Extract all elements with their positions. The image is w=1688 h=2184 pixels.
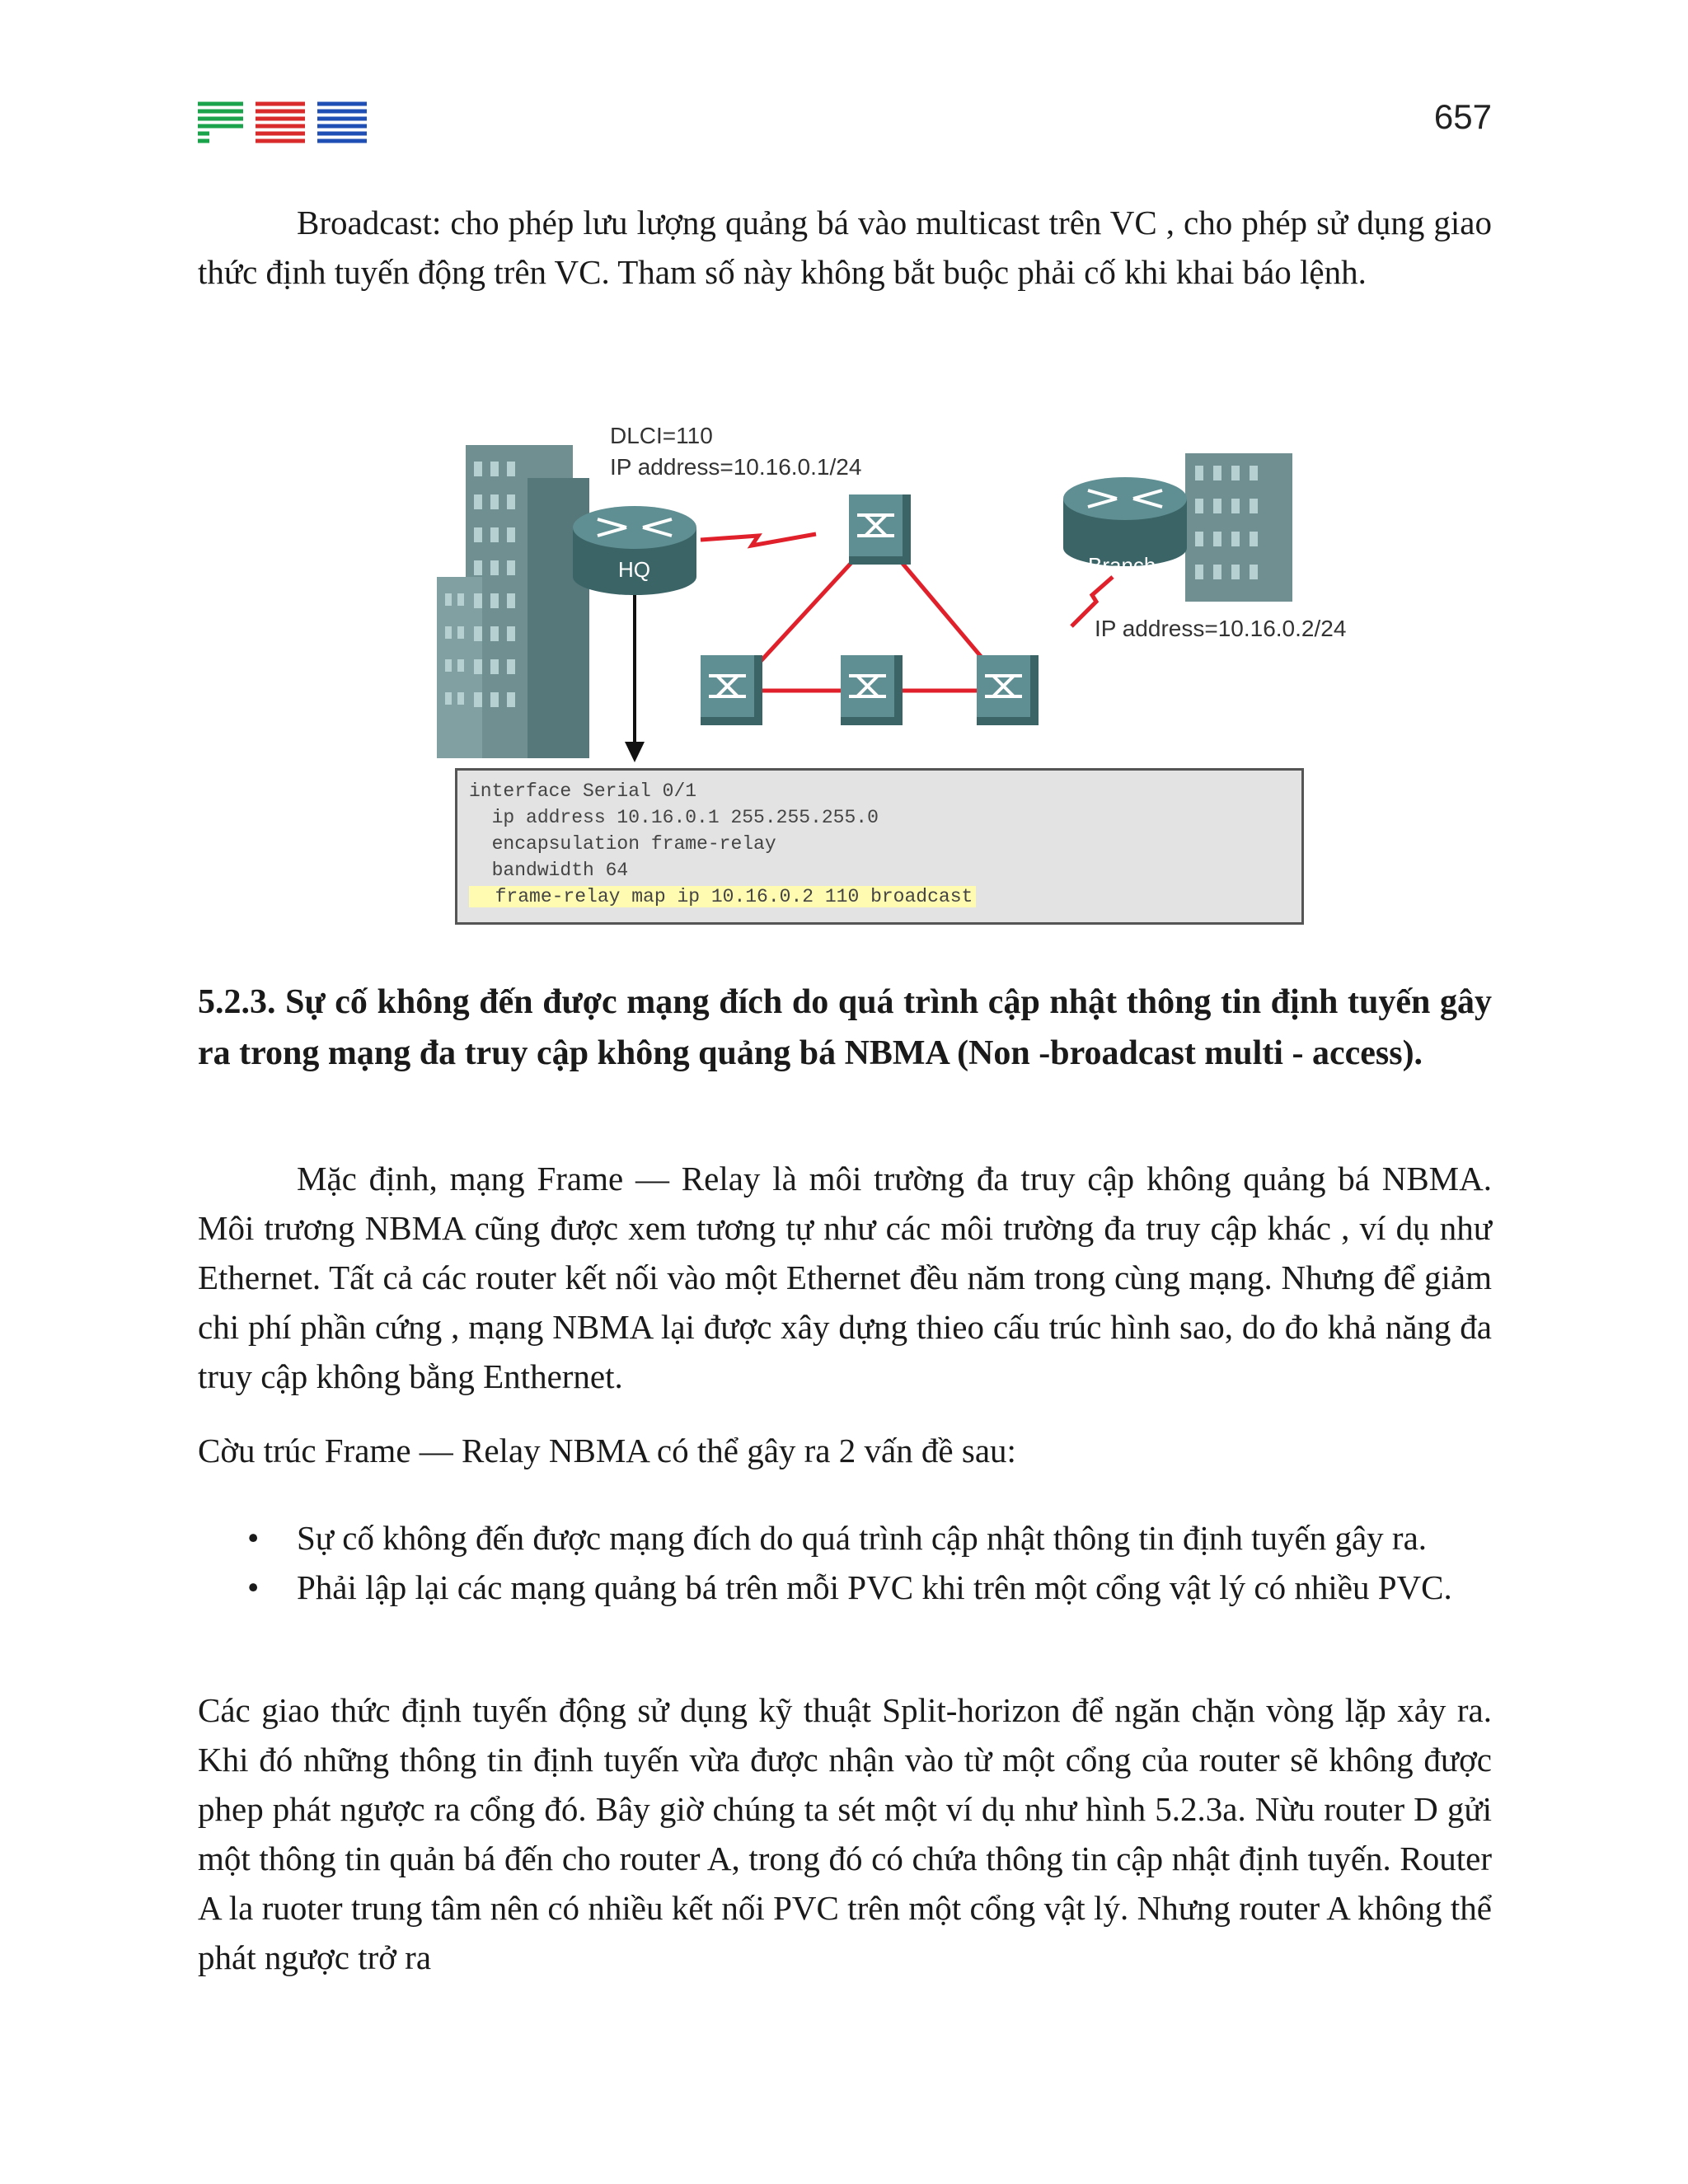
config-line: encapsulation frame-relay — [469, 833, 776, 855]
config-line-highlighted — [469, 884, 976, 909]
paragraph-2: Cờu trúc Frame — Relay NBMA có thể gây ra 2 vấn đề sau: — [198, 1432, 1016, 1469]
intro-paragraph: Broadcast: cho phép lưu lượng quảng bá vào multicast trên VC , cho phép sử dụng giao thức định tuyến động trên VC. Tham số này không bắt buộc phải cố khi khai báo lệnh. — [198, 204, 1492, 291]
branch-ip-label: IP address=10.16.0.2/24 — [1095, 616, 1347, 641]
section-heading: 5.2.3. Sự cố không đến được mạng đích do quá trình cập nhật thông tin định tuyến gây ra trong mạng đa truy cập không quảng bá NBMA (Non -broadcast multi - access). — [198, 983, 1492, 1072]
paragraph-3: Các giao thức định tuyến động sử dụng kỹ thuật Split-horizon để ngăn chặn vòng lặp xảy ra. Khi đó những thông tin định tuyến vừa được nhận vào từ một cổng của router sẽ không được phep phát ngược ra cổng đó. Bây giờ chúng ta sét một ví dụ như hình 5.2.3a. Nừu router D gửi một thông tin quản bá đến cho router A, trong đó có chứa thông tin cập nhật định tuyến. Router A la ruoter trung tâm nên có nhiều kết nối PVC trên một cổng vật lý. Nhưng router A không thể phát ngược trở ra — [198, 1691, 1492, 1976]
bullet-icon: • — [247, 1519, 260, 1557]
page-number: 657 — [1433, 97, 1492, 136]
branch-router-icon — [1063, 477, 1187, 578]
hq-router-icon — [573, 506, 696, 595]
logo-h — [317, 104, 367, 141]
switch-left-icon — [701, 655, 762, 725]
pnh-logo — [198, 101, 367, 148]
down-arrow-icon — [625, 593, 645, 762]
logo-n — [256, 104, 305, 141]
hq-ip-label: IP address=10.16.0.1/24 — [610, 454, 862, 480]
bullet-list — [198, 1516, 1492, 1615]
config-line: ip address 10.16.0.1 255.255.255.0 — [469, 807, 879, 828]
config-line: bandwidth 64 — [469, 860, 629, 881]
list-item: • Phải lập lại các mạng quảng bá trên mỗi PVC khi trên một cổng vật lý có nhiều PVC. — [198, 1566, 1492, 1609]
config-line: interface Serial 0/1 — [469, 780, 697, 802]
hq-label: HQ — [618, 557, 650, 582]
hq-serial-link — [701, 534, 816, 546]
hq-dlci-label: DLCI=110 — [610, 423, 713, 448]
paragraph-1: Mặc định, mạng Frame — Relay là môi trường đa truy cập không quảng bá NBMA. Môi trương NBMA cũng được xem tương tự như các môi trường đa truy cập khác , ví dụ như Ethernet. Tất cả các router kết nối vào một Ethernet đều năm trong cùng mạng. Nhưng để giảm chi phí phần cứng , mạng NBMA lại được xây dựng thieo cấu trúc hình sao, do đo khả năng đa truy cập không bằng Enthernet. — [198, 1160, 1492, 1395]
switch-top-icon — [849, 494, 911, 565]
switch-middle-icon — [841, 655, 903, 725]
hq-building-icon — [437, 445, 589, 758]
config-box — [455, 768, 1304, 925]
bullet-icon: • — [247, 1568, 260, 1606]
branch-label: Branch — [1088, 553, 1156, 578]
switch-right-icon — [977, 655, 1039, 725]
logo-p — [198, 104, 243, 141]
branch-building-icon — [1185, 453, 1292, 602]
list-item: • Sự cố không đến được mạng đích do quá trình cập nhật thông tin định tuyến gây ra. — [198, 1516, 1492, 1559]
highlighted-command: frame-relay map ip 10.16.0.2 110 broadcast — [469, 886, 976, 907]
